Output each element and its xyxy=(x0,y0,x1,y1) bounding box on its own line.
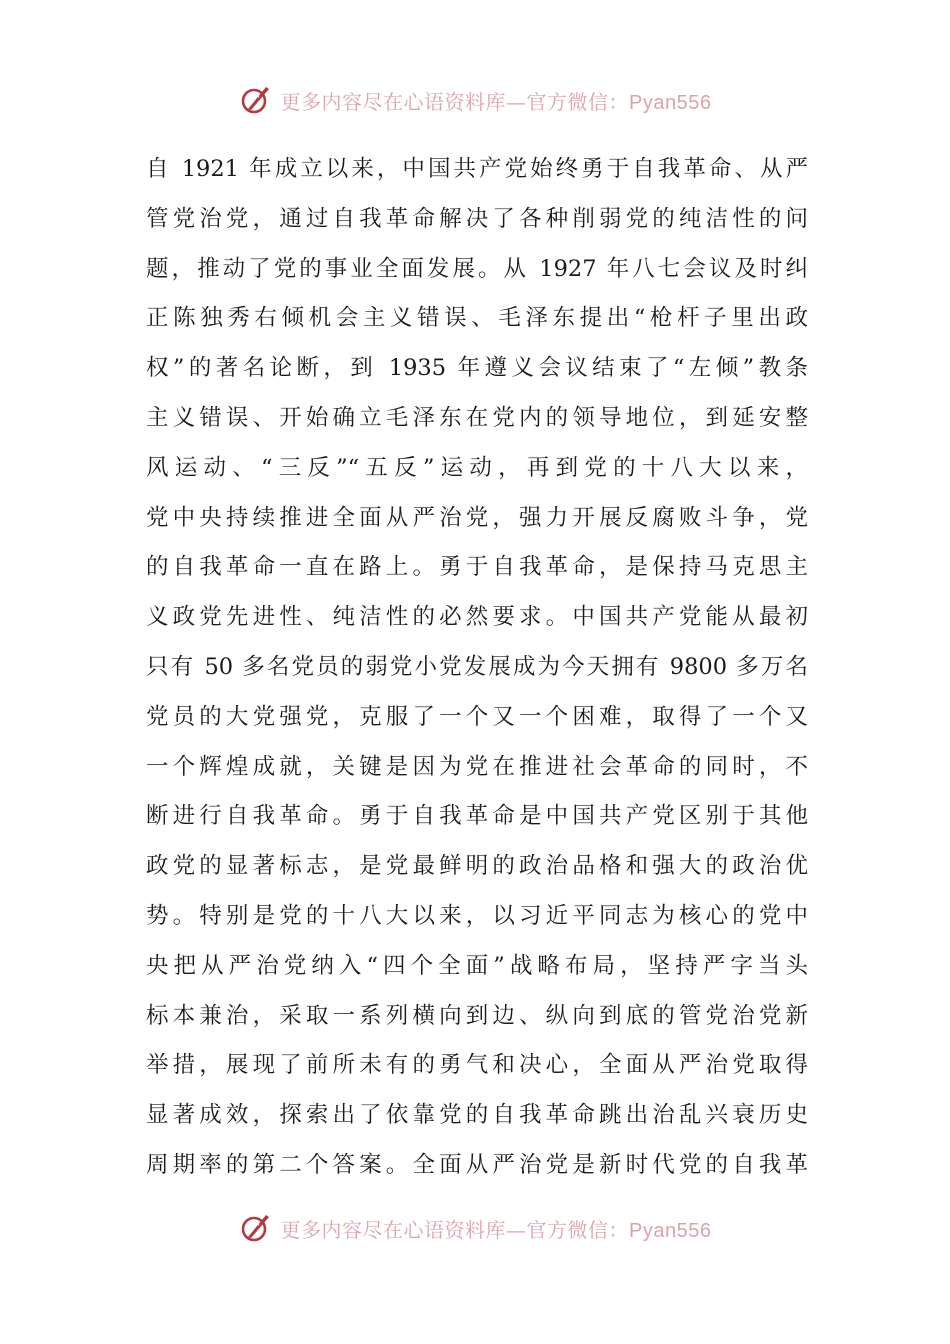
banner-label: 更多内容尽在心语资料库—官方微信： xyxy=(280,89,630,114)
body-line: 风运动、“三反”“五反”运动，再到党的十八大以来， xyxy=(146,454,808,481)
body-line: 央把从严治党纳入“四个全面”战略布局，坚持严字当头 xyxy=(146,952,808,979)
body-line: 势。特别是党的十八大以来，以习近平同志为核心的党中 xyxy=(146,902,808,929)
body-line: 政党的显著标志，是党最鲜明的政治品格和强大的政治优 xyxy=(146,853,808,880)
body-line: 管党治党，通过自我革命解决了各种削弱党的纯洁性的问 xyxy=(146,205,808,232)
body-line: 标本兼治，采取一系列横向到边、纵向到底的管党治党新 xyxy=(146,1002,808,1029)
body-line: 自 1921 年成立以来，中国共产党始终勇于自我革命、从严 xyxy=(146,156,808,182)
body-line: 一个辉煌成就，关键是因为党在推进社会革命的同时，不 xyxy=(146,753,808,780)
body-line: 义政党先进性、纯洁性的必然要求。中国共产党能从最初 xyxy=(146,604,808,631)
quill-logo-icon xyxy=(239,1211,273,1245)
body-line: 题，推动了党的事业全面发展。从 1927 年八七会议及时纠 xyxy=(146,255,808,282)
body-line: 党员的大党强党，克服了一个又一个困难，取得了一个又 xyxy=(146,703,808,730)
body-line: 举措，展现了前所未有的勇气和决心，全面从严治党取得 xyxy=(146,1052,808,1079)
body-line: 显著成效，探索出了依靠党的自我革命跳出治乱兴衰历史 xyxy=(146,1102,808,1129)
body-line: 断进行自我革命。勇于自我革命是中国共产党区别于其他 xyxy=(146,803,808,830)
body-line: 主义错误、开始确立毛泽东在党内的领导地位，到延安整 xyxy=(146,404,808,431)
banner-text xyxy=(281,1214,712,1243)
body-line: 周期率的第二个答案。全面从严治党是新时代党的自我革 xyxy=(146,1151,808,1178)
footer-banner xyxy=(0,1206,950,1250)
banner-text xyxy=(281,86,712,115)
body-line: 正陈独秀右倾机会主义错误、毛泽东提出“枪杆子里出政 xyxy=(146,305,808,332)
quill-logo-icon xyxy=(239,83,273,117)
header-banner xyxy=(0,78,950,122)
body-line: 只有 50 多名党员的弱党小党发展成为今天拥有 9800 多万名 xyxy=(146,653,808,680)
body-line: 权”的著名论断，到 1935 年遵义会议结束了“左倾”教条 xyxy=(146,355,808,382)
banner-label: 更多内容尽在心语资料库—官方微信： xyxy=(280,1217,630,1242)
document-body xyxy=(146,145,808,1191)
body-line: 的自我革命一直在路上。勇于自我革命，是保持马克思主 xyxy=(146,554,808,581)
banner-wechat-id: Pyan556 xyxy=(629,1219,712,1242)
body-line: 党中央持续推进全面从严治党，强力开展反腐败斗争，党 xyxy=(146,504,808,531)
banner-wechat-id: Pyan556 xyxy=(629,91,712,114)
